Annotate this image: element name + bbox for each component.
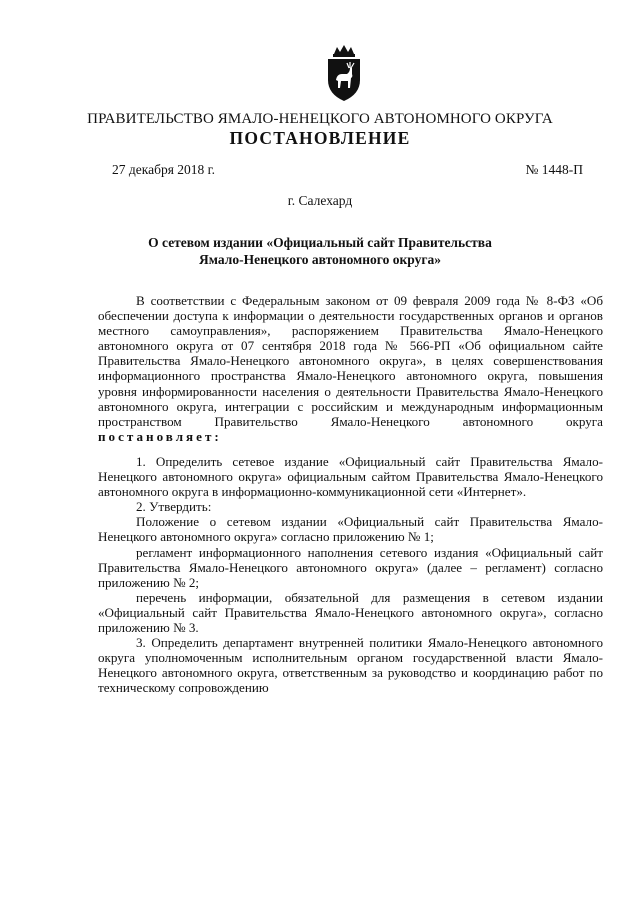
preamble-paragraph (98, 293, 603, 444)
document-city: г. Салехард (287, 193, 353, 208)
item-1: 1. Определить сетевое издание «Официальный сайт Правительства Ямало-Ненецкого автономного округа» официальным сайтом Правительства Ямало-Ненецкого автономного округа в информационно-коммуникационной сети «Интернет». (98, 453, 603, 500)
preamble-text: В соответствии с Федеральным законом от 09 февраля 2009 года № 8-ФЗ «Об обеспечении доступа к информации о деятельности государственных органов и органов местного самоуправления», распоряжением Правительства Ямало-Ненецкого автономного округа от 07 сентября 2018 года № 566-РП «Об официальном сайте Правительства Ямало-Ненецкого автономного округа», в целях совершенствования информационного пространства Ямало-Ненецкого автономного округа, повышения уровня информированности населения о деятельности Правительства Ямало-Ненецкого автономного округа, интеграции с российским и международным информационным пространством Правительство Ямало-Ненецкого автономного округа (98, 293, 603, 429)
item-2-c: перечень информации, обязательной для размещения в сетевом издании «Официальный сайт Правительства Ямало-Ненецкого автономного округа», согласно приложению № 3. (98, 589, 603, 635)
government-name: ПРАВИТЕЛЬСТВО ЯМАЛО-НЕНЕЦКОГО АВТОНОМНОГО ОКРУГА (87, 111, 553, 127)
item-2: 2. Утвердить: (136, 499, 212, 515)
document-title (0, 234, 640, 268)
coat-of-arms-icon (323, 44, 365, 104)
document-date: 27 декабря 2018 г. (112, 162, 216, 177)
document-body (98, 293, 603, 695)
item-2-b: регламент информационного наполнения сетевого издания «Официальный сайт Правительства Ямало-Ненецкого автономного округа» (далее – регламент) согласно приложению № 2; (98, 544, 603, 590)
decree-word: постановляет: (98, 428, 222, 444)
title-line-1: О сетевом издании «Официальный сайт Правительства (148, 235, 492, 250)
item-2-a: Положение о сетевом издании «Официальный сайт Правительства Ямало-Ненецкого автономного округа» согласно приложению № 1; (98, 514, 603, 545)
title-line-2: Ямало-Ненецкого автономного округа» (199, 252, 441, 267)
item-3: 3. Определить департамент внутренней политики Ямало-Ненецкого автономного округа уполномоченным исполнительным органом государственной власти Ямало-Ненецкого автономного округа, ответственным за руководство и координацию работ по техническому сопровождению (98, 635, 603, 696)
document-number: № 1448-П (525, 162, 583, 177)
document-type: ПОСТАНОВЛЕНИЕ (229, 128, 411, 148)
